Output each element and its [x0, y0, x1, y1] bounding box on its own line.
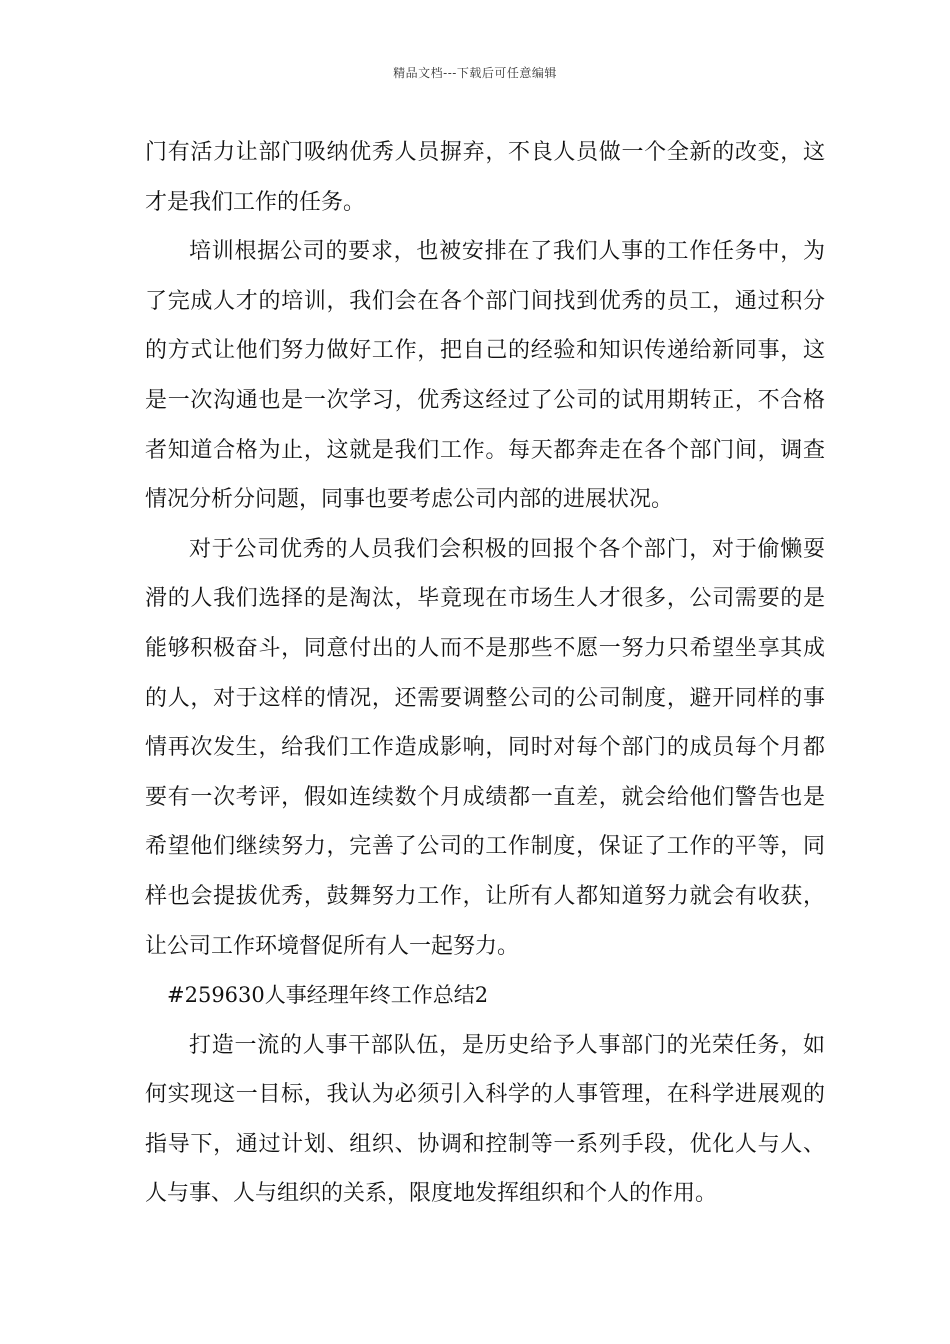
page-header: 精品文档---下载后可任意编辑 [393, 66, 557, 80]
paragraph-team-building: 打造一流的人事干部队伍，是历史给予人事部门的光荣任务，如何实现这一目标，我认为必须引入科学的人事管理，在科学进展观的指导下，通过计划、组织、协调和控制等一系列手段，优化人与人、人与事、人与组织的关系，限度地发挥组织和个人的作用。 [145, 1032, 825, 1207]
paragraph-evaluation: 对于公司优秀的人员我们会积极的回报个各个部门，对于偷懒耍滑的人我们选择的是淘汰，毕竟现在市场生人才很多，公司需要的是能够积极奋斗，同意付出的人而不是那些不愿一努力只希望坐享其成的人，对于这样的情况，还需要调整公司的公司制度，避开同样的事情再次发生，给我们工作造成影响，同时对每个部门的成员每个月都要有一次考评，假如连续数个月成绩都一直差，就会给他们警告也是希望他们继续努力，完善了公司的工作制度，保证了工作的平等，同样也会提拔优秀，鼓舞努力工作，让所有人都知道努力就会有收获，让公司工作环境督促所有人一起努力。 [145, 536, 825, 959]
section-heading: #259630人事经理年终工作总结2 [167, 983, 489, 1008]
paragraph-training: 培训根据公司的要求，也被安排在了我们人事的工作任务中，为了完成人才的培训，我们会在各个部门间找到优秀的员工，通过积分的方式让他们努力做好工作，把自己的经验和知识传递给新同事，这是一次沟通也是一次学习，优秀这经过了公司的试用期转正，不合格者知道合格为止，这就是我们工作。每天都奔走在各个部门间，调查情况分析分问题，同事也要考虑公司内部的进展状况。 [145, 239, 825, 513]
paragraph-continuation: 门有活力让部门吸纳优秀人员摒弃，不良人员做一个全新的改变，这才是我们工作的任务。 [145, 140, 825, 215]
document-body [145, 128, 825, 1219]
